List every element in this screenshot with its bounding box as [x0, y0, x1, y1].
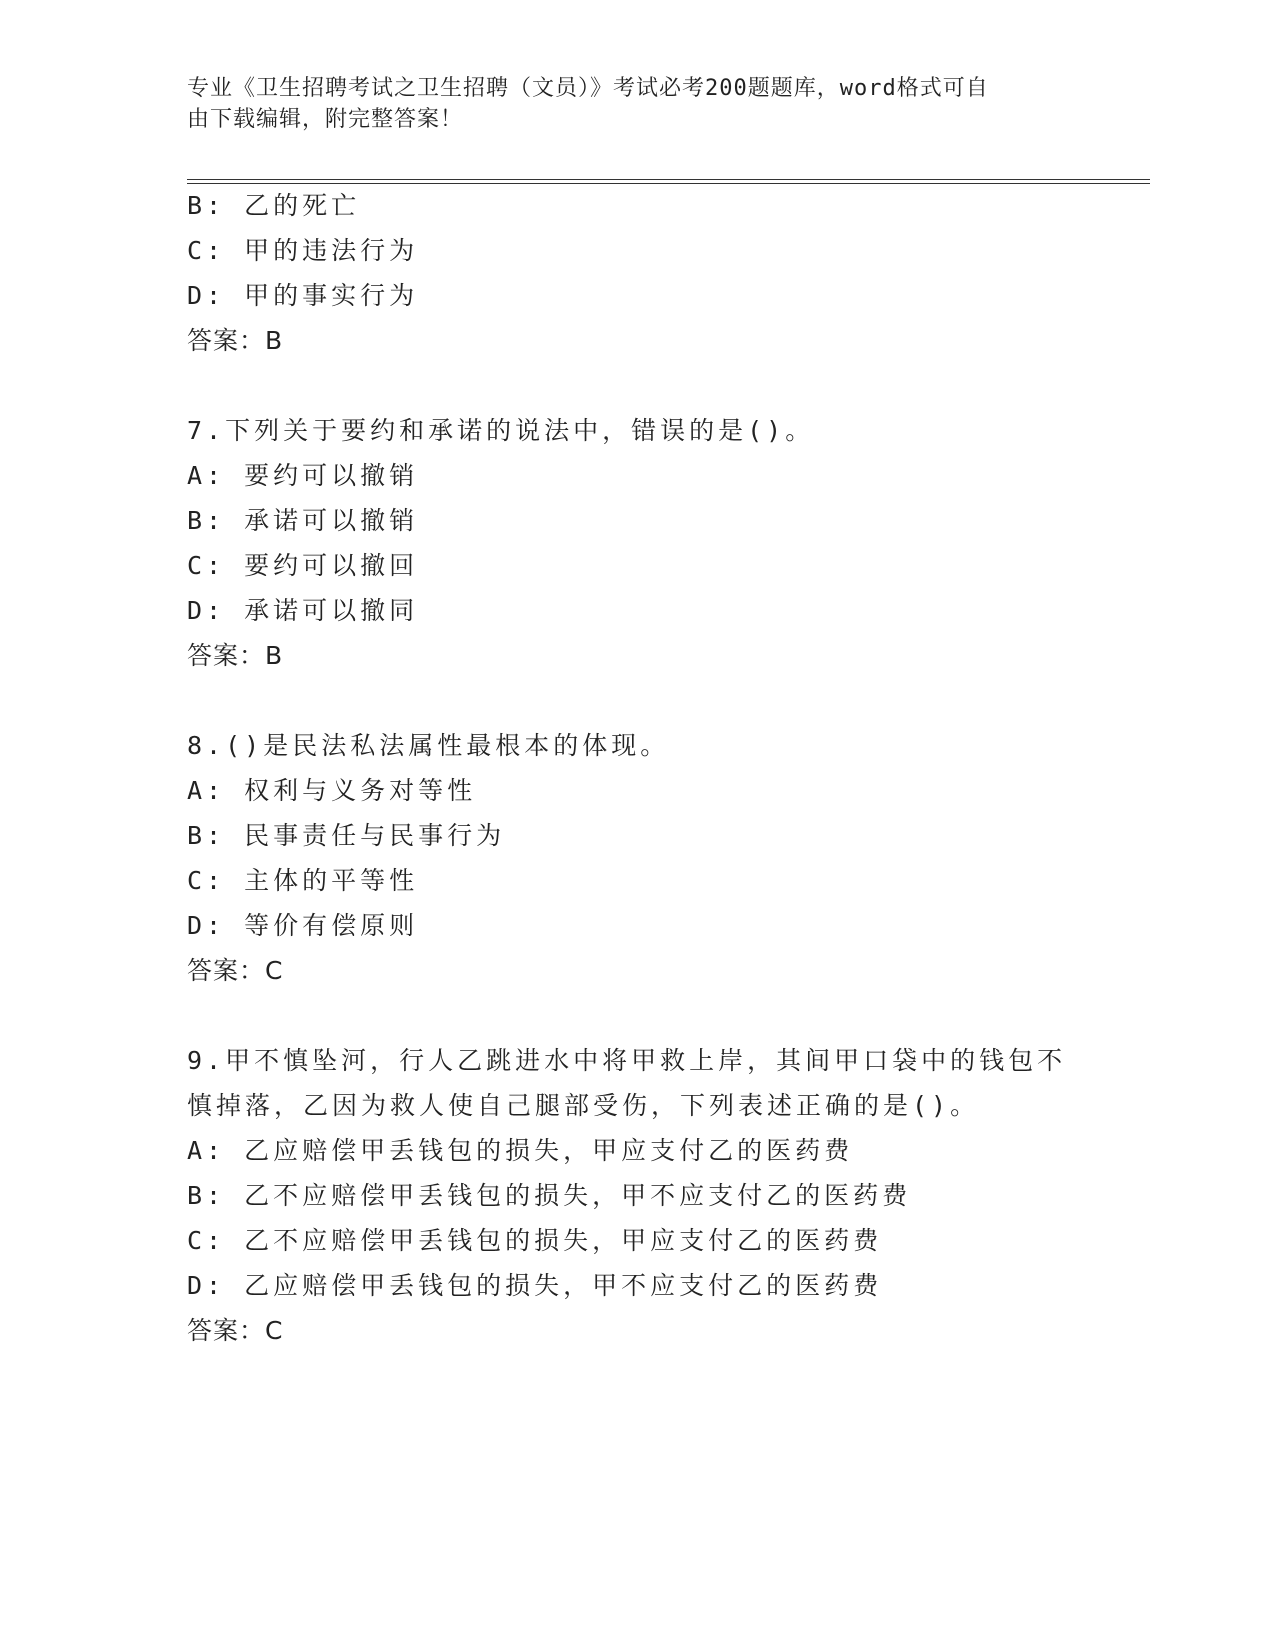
document-header: [187, 73, 1067, 135]
header-rule-top: [187, 179, 1150, 180]
q9-stem-line-2: 慎掉落，乙因为救人使自己腿部受伤，下列表述正确的是()。: [187, 1091, 980, 1120]
header-line-2: 由下载编辑，附完整答案！: [187, 107, 464, 132]
q7-option-d: D: 承诺可以撤同: [187, 596, 419, 625]
q8-stem: 8.()是民法私法属性最根本的体现。: [187, 731, 670, 760]
q9-option-b: B: 乙不应赔偿甲丢钱包的损失，甲不应支付乙的医药费: [187, 1181, 912, 1210]
q9-option-a: A: 乙应赔偿甲丢钱包的损失，甲应支付乙的医药费: [187, 1136, 854, 1165]
q9-option-d: D: 乙应赔偿甲丢钱包的损失，甲不应支付乙的医药费: [187, 1271, 883, 1300]
q8-option-d: D: 等价有偿原则: [187, 911, 419, 940]
header-rule-bottom: [187, 183, 1150, 184]
prev-option-b: B: 乙的死亡: [187, 191, 361, 220]
q7-option-c: C: 要约可以撤回: [187, 551, 419, 580]
q8-option-b: B: 民事责任与民事行为: [187, 821, 506, 850]
q7-answer: 答案：B: [187, 641, 284, 670]
prev-option-c: C: 甲的违法行为: [187, 236, 419, 265]
q7-option-b: B: 承诺可以撤销: [187, 506, 419, 535]
q7-option-a: A: 要约可以撤销: [187, 461, 419, 490]
prev-answer: 答案：B: [187, 326, 284, 355]
prev-option-d: D: 甲的事实行为: [187, 281, 419, 310]
q9-option-c: C: 乙不应赔偿甲丢钱包的损失，甲应支付乙的医药费: [187, 1226, 883, 1255]
header-line-1: 专业《卫生招聘考试之卫生招聘（文员）》考试必考200题题库，word格式可自: [187, 76, 989, 101]
q8-option-c: C: 主体的平等性: [187, 866, 419, 895]
q9-stem-line-1: 9.甲不慎坠河，行人乙跳进水中将甲救上岸，其间甲口袋中的钱包不: [187, 1046, 1067, 1075]
q9-answer: 答案：C: [187, 1316, 284, 1345]
q8-answer: 答案：C: [187, 956, 284, 985]
q7-stem: 7.下列关于要约和承诺的说法中，错误的是()。: [187, 416, 815, 445]
q8-option-a: A: 权利与义务对等性: [187, 776, 477, 805]
